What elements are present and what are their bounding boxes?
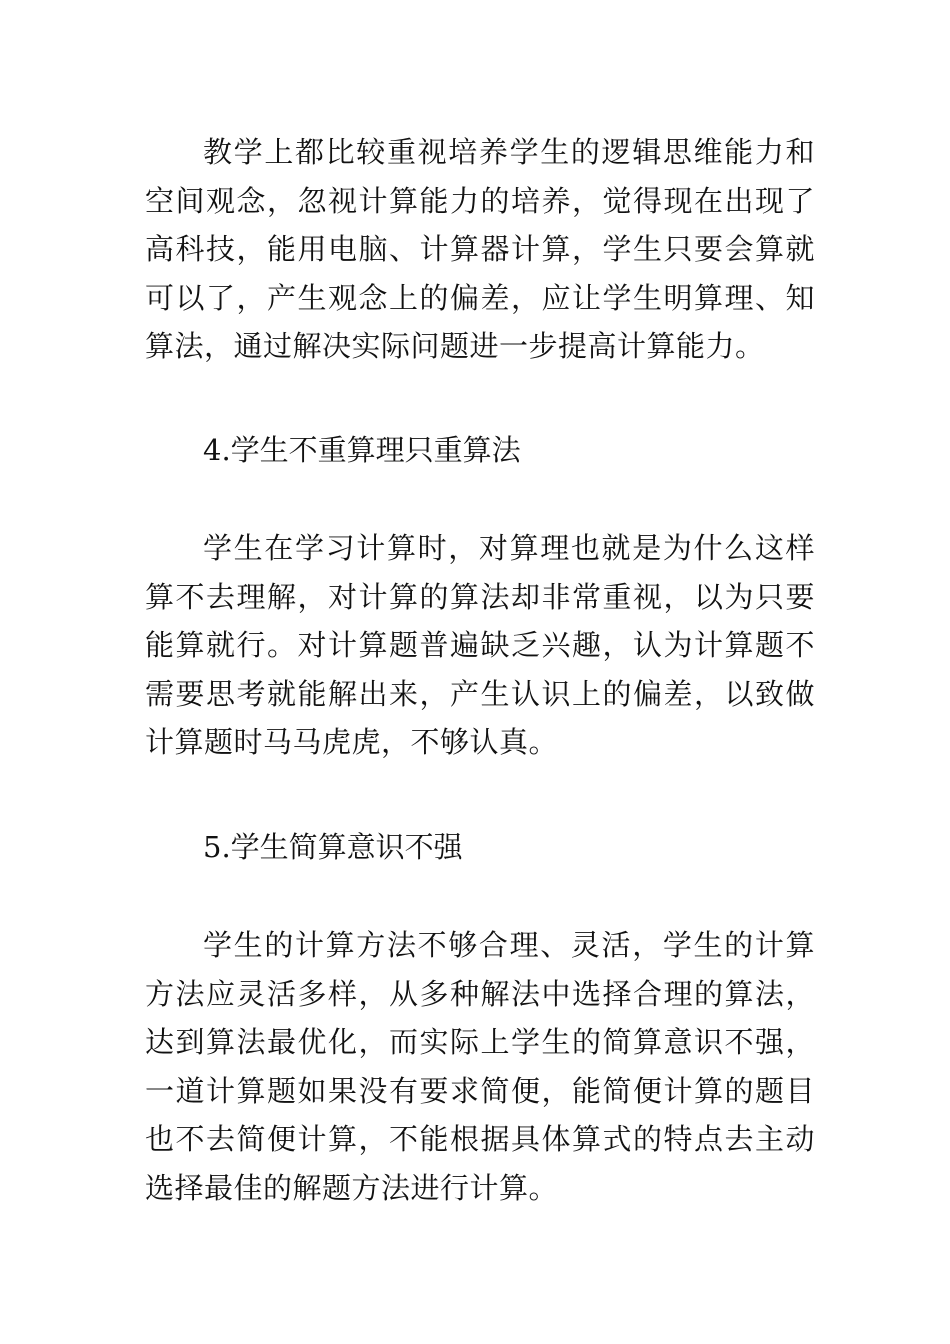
- section-heading-4: 4.学生不重算理只重算法: [203, 433, 521, 467]
- body-paragraph-3: 学生的计算方法不够合理、灵活，学生的计算方法应灵活多样，从多种解法中选择合理的算法，达到算法最优化，而实际上学生的简算意识不强，一道计算题如果没有要求简便，能简便计算的题目也不去简便计算，不能根据具体算式的特点去主动选择最佳的解题方法进行计算。: [145, 928, 815, 1205]
- section-heading-5: 5.学生简算意识不强: [203, 830, 463, 864]
- body-paragraph-1: 教学上都比较重视培养学生的逻辑思维能力和空间观念，忽视计算能力的培养，觉得现在出现了高科技，能用电脑、计算器计算，学生只要会算就可以了，产生观念上的偏差，应让学生明算理、知算法，通过解决实际问题进一步提高计算能力。: [145, 135, 815, 363]
- body-paragraph-2: 学生在学习计算时，对算理也就是为什么这样算不去理解，对计算的算法却非常重视，以为只要能算就行。对计算题普遍缺乏兴趣，认为计算题不需要思考就能解出来，产生认识上的偏差，以致做计算题时马马虎虎，不够认真。: [145, 531, 815, 759]
